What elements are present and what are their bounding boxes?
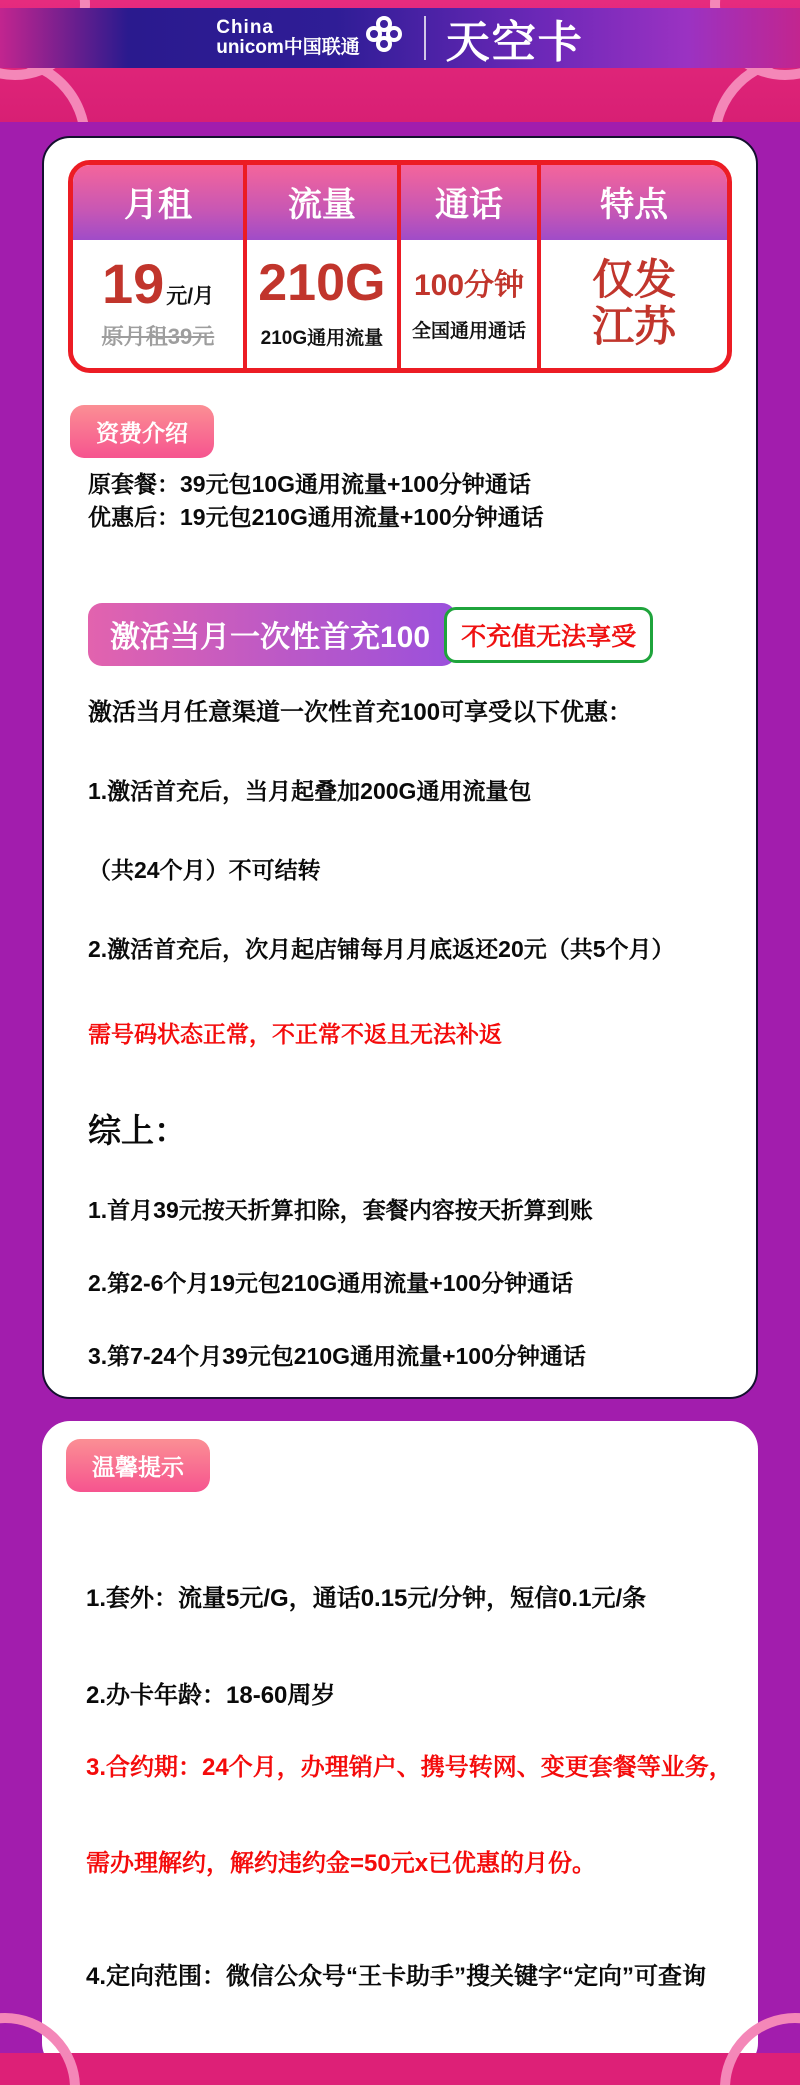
col-header-data: 流量 — [243, 165, 397, 240]
pricing-lines — [88, 468, 732, 533]
tips-card — [42, 1421, 758, 2071]
plan-table — [68, 160, 732, 373]
tip-item-1: 1.套外：流量5元/G，通话0.15元/分钟，短信0.1元/条 — [86, 1585, 647, 1613]
feature-cell — [537, 240, 727, 368]
recharge-warning-box: 不充值无法享受 — [444, 607, 653, 663]
tip-item-3-contract: 3.合约期：24个月，办理销户、携号转网、变更套餐等业务，需办理解约，解约违约金=50元x已优惠的月份。 — [86, 1754, 733, 1878]
call-value: 100分钟 — [413, 269, 525, 302]
footer-band — [0, 2053, 800, 2085]
summary-item-2: 2.第2-6个月19元包210G通用流量+100分钟通话 — [88, 1270, 574, 1297]
pricing-badge: 资费介绍 — [70, 405, 214, 458]
brand-line1: China — [216, 17, 274, 39]
call-desc: 全国通用通话 — [412, 321, 527, 342]
activation-intro: 激活当月任意渠道一次性首充100可享受以下优惠： — [88, 699, 633, 727]
summary-title: 综上： — [88, 1112, 187, 1150]
header — [0, 0, 800, 122]
pricing-line-discounted: 优惠后：19元包210G通用流量+100分钟通话 — [88, 503, 544, 530]
original-price: 原月租39元 — [101, 323, 215, 349]
activation-banner-row — [88, 603, 732, 666]
price-unit: 元/月 — [166, 284, 215, 308]
activation-item-1: 1.激活首充后，当月起叠加200G通用流量包 — [88, 778, 532, 805]
price-line — [101, 251, 215, 315]
monthly-fee-cell — [73, 240, 243, 368]
call-cell — [397, 240, 538, 368]
col-header-monthly-fee: 月租 — [124, 186, 193, 224]
header-bar — [0, 8, 800, 68]
plan-card — [42, 136, 758, 1399]
tip-item-2: 2.办卡年龄：18-60周岁 — [86, 1682, 336, 1710]
activation-item-2: 2.激活首充后，次月起店铺每月月底返还20元（共5个月） — [88, 936, 675, 963]
activation-item-1b: （共24个月）不可结转 — [88, 857, 321, 884]
page-title: 天空卡 — [445, 18, 584, 67]
unicom-logo-text — [216, 18, 360, 58]
data-desc: 210G通用流量 — [260, 327, 384, 349]
summary-item-1: 1.首月39元按天折算扣除，套餐内容按天折算到账 — [88, 1197, 593, 1224]
unicom-knot-icon — [364, 14, 404, 54]
brand-line2: unicom中国联通 — [216, 37, 360, 58]
status-warning-note: 需号码状态正常，不正常不返且无法补返 — [88, 1021, 502, 1048]
data-value: 210G — [258, 253, 386, 312]
col-header-feature: 特点 — [537, 165, 727, 240]
summary-item-3: 3.第7-24个月39元包210G通用流量+100分钟通话 — [88, 1343, 586, 1370]
data-cell — [243, 240, 397, 368]
header-divider — [424, 16, 426, 60]
feature-line2: 江苏 — [592, 303, 677, 350]
col-header-calls: 通话 — [397, 165, 538, 240]
price-value: 19 — [101, 251, 165, 315]
tip-item-4: 4.定向范围：微信公众号“王卡助手”搜关键字“定向”可查询 — [86, 1963, 707, 1991]
activation-banner: 激活当月一次性首充100 — [88, 603, 456, 666]
unicom-logo — [216, 18, 404, 58]
feature-line1: 仅发 — [592, 255, 677, 303]
pricing-line-original: 原套餐：39元包10G通用流量+100分钟通话 — [88, 471, 531, 497]
tips-badge: 温馨提示 — [66, 1439, 210, 1492]
plan-table-body-row — [73, 240, 727, 368]
plan-table-header-row — [73, 165, 727, 240]
